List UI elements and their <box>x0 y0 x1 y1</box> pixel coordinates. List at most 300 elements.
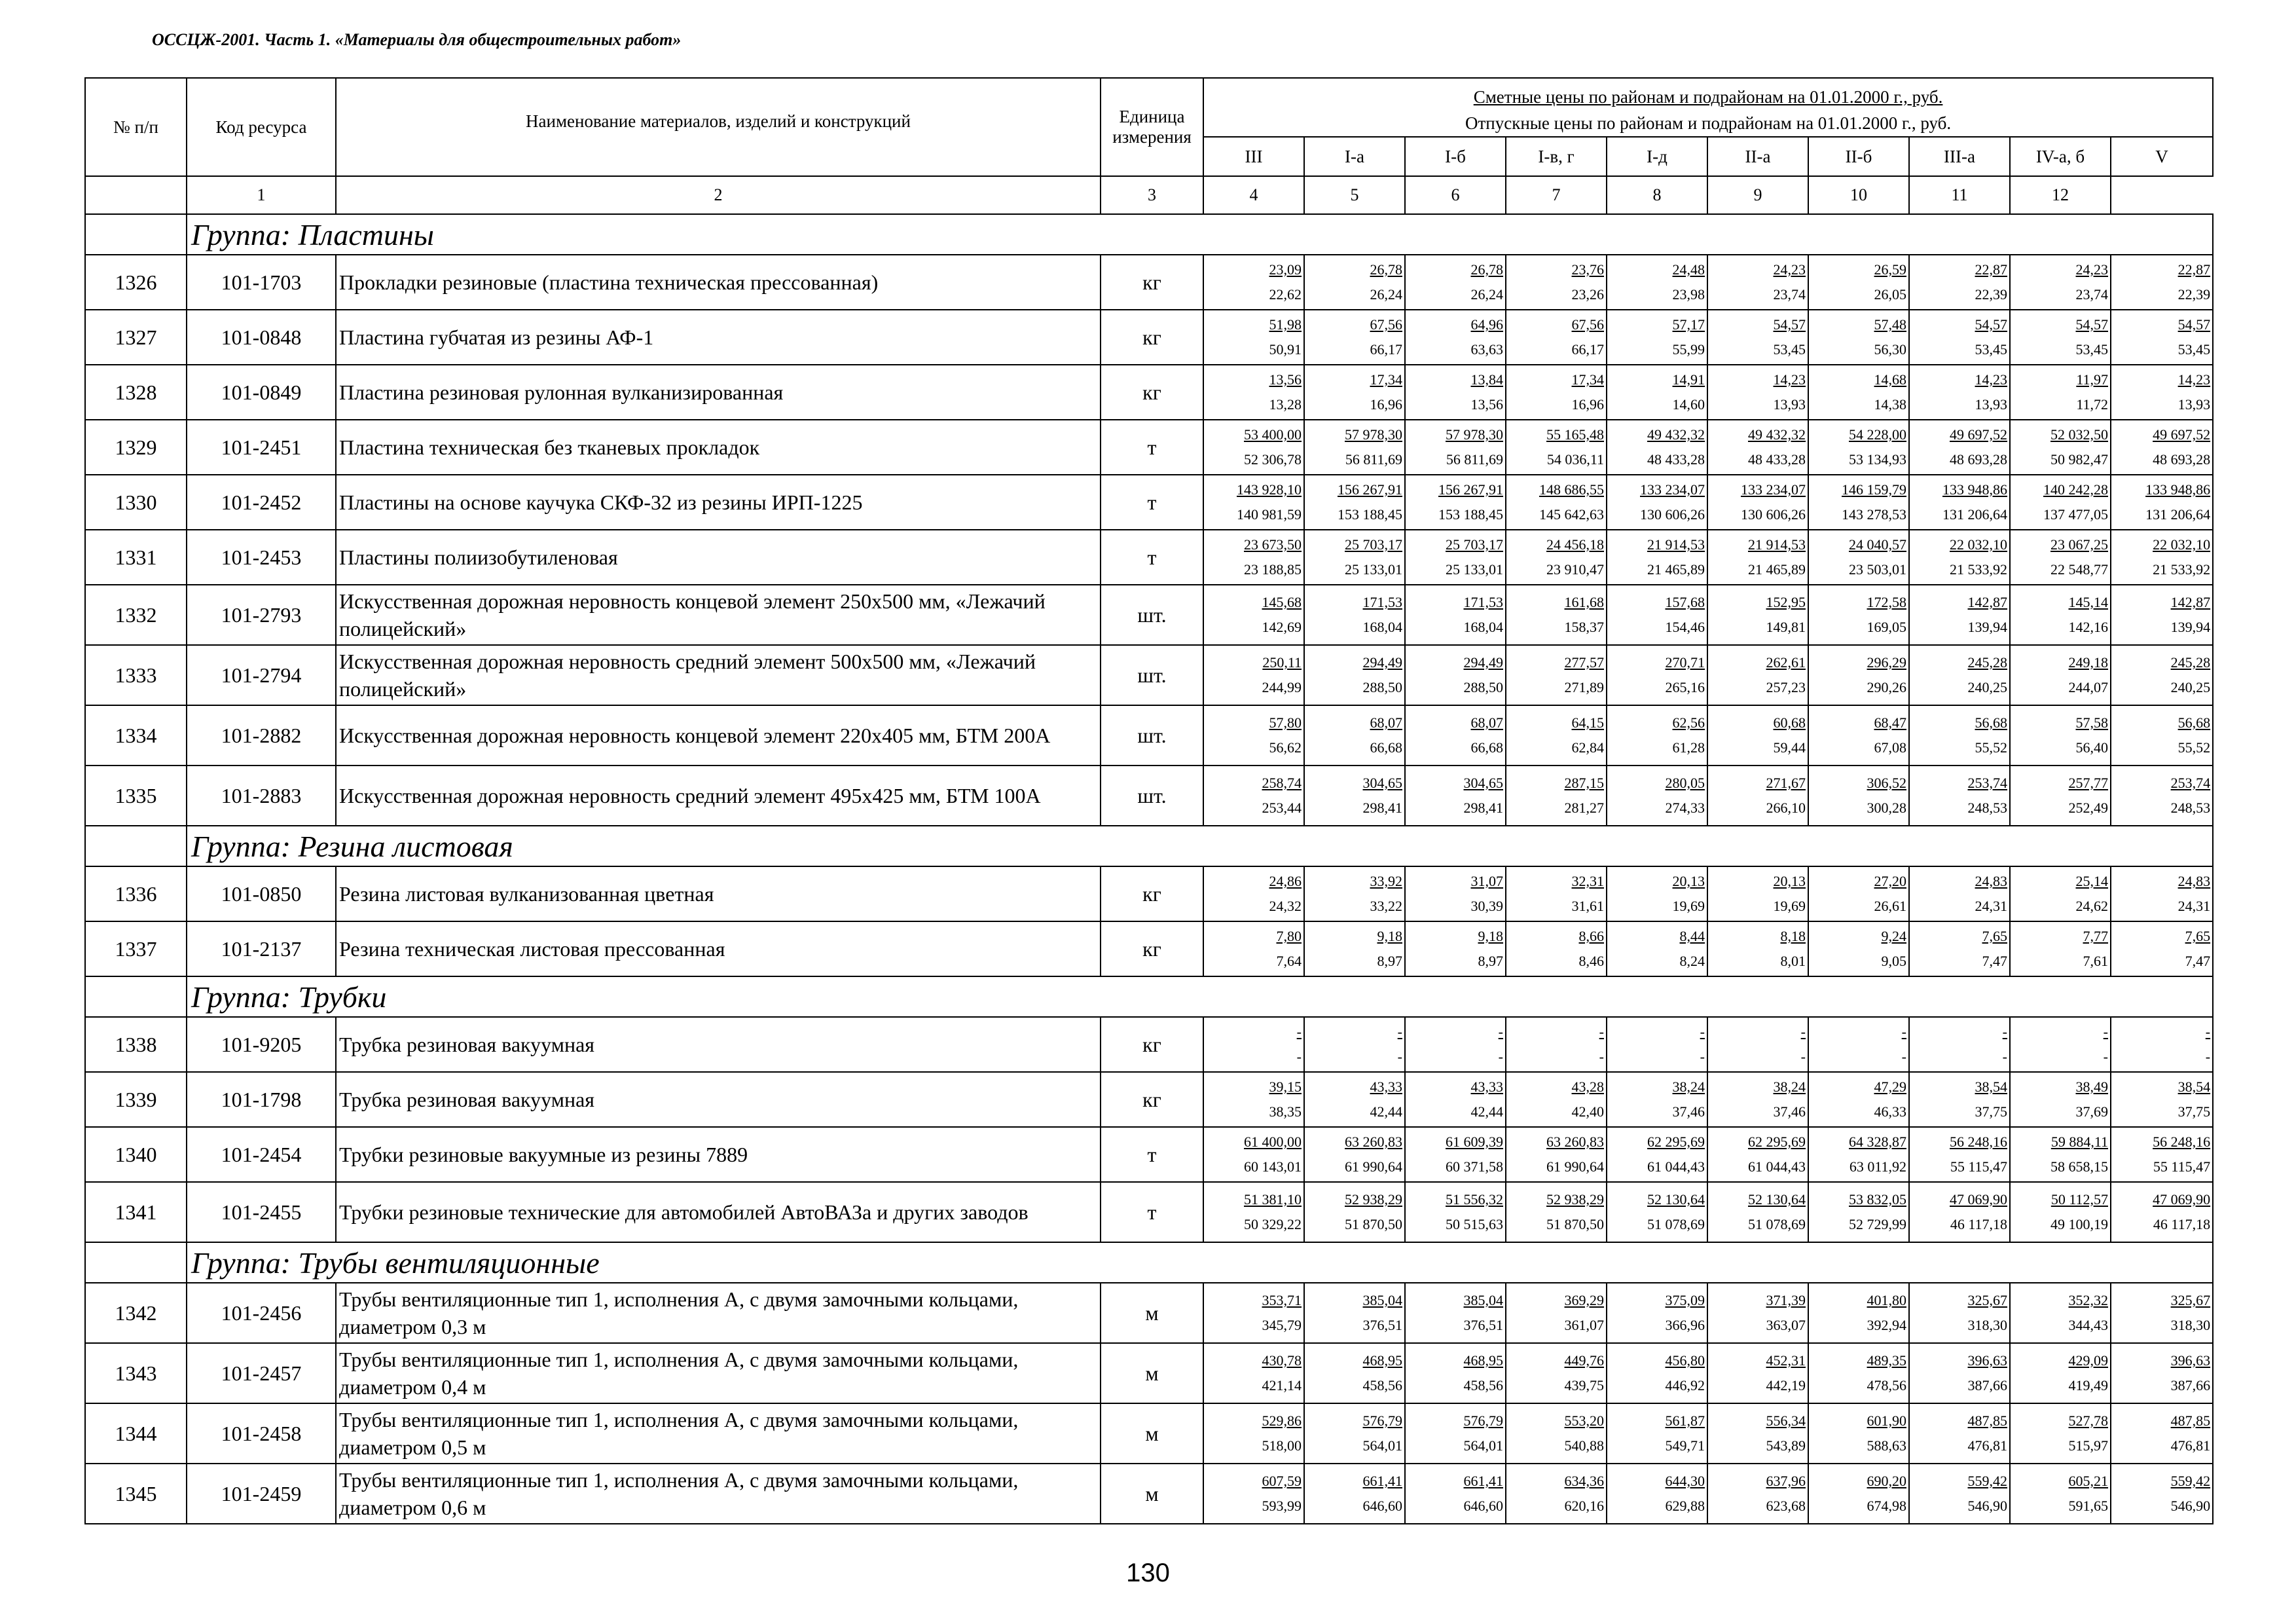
resource-code: 101-2451 <box>187 420 336 475</box>
estimate-price: 245,28 <box>1967 654 2007 671</box>
group-title: Группа: Пластины <box>187 214 2213 255</box>
unit-of-measure: м <box>1101 1464 1203 1524</box>
release-price: 564,01 <box>1463 1437 1503 1454</box>
release-price: 21 533,92 <box>2153 561 2211 578</box>
estimate-price: 156 267,91 <box>1338 481 1402 498</box>
unit-of-measure: шт. <box>1101 766 1203 826</box>
col-header-code: Код ресурса <box>187 78 336 176</box>
price-cell <box>1707 866 1808 921</box>
price-cell <box>1203 1072 1304 1127</box>
price-cell <box>1909 1464 2010 1524</box>
price-cell <box>2010 1343 2111 1403</box>
price-cell <box>1909 921 2010 976</box>
release-price: 19,69 <box>1773 898 1806 914</box>
price-cell <box>2111 365 2213 420</box>
release-price: 564,01 <box>1362 1437 1402 1454</box>
price-cell <box>1203 1017 1304 1072</box>
price-cell <box>1304 705 1405 766</box>
price-cell <box>2111 1403 2213 1464</box>
price-cell <box>2010 1072 2111 1127</box>
estimate-price: - <box>1498 1024 1503 1040</box>
estimate-price: 375,09 <box>1665 1292 1705 1308</box>
release-price: 24,62 <box>2075 898 2108 914</box>
release-price: 300,28 <box>1867 800 1906 816</box>
region-header: I-д <box>1607 137 1707 176</box>
release-price: 24,31 <box>1975 898 2007 914</box>
row-number: 1344 <box>85 1403 187 1464</box>
price-cell <box>2111 645 2213 705</box>
estimate-price: 62 295,69 <box>1647 1134 1705 1150</box>
resource-code: 101-2455 <box>187 1182 336 1242</box>
estimate-price: 396,63 <box>1967 1352 2007 1369</box>
unit-of-measure: шт. <box>1101 705 1203 766</box>
price-cell <box>1707 705 1808 766</box>
group-title: Группа: Резина листовая <box>187 826 2213 866</box>
estimate-price: 56 248,16 <box>2153 1134 2211 1150</box>
release-price: 55 115,47 <box>1950 1158 2007 1175</box>
release-price: - <box>1800 1048 1806 1065</box>
unit-of-measure: м <box>1101 1283 1203 1343</box>
column-number: 9 <box>1707 176 1808 214</box>
release-price: 7,47 <box>2185 953 2211 969</box>
price-cell <box>1304 866 1405 921</box>
material-name: Трубки резиновые технические для автомобилей АвтоВАЗа и других заводов <box>336 1182 1101 1242</box>
table-row <box>85 1464 2213 1524</box>
row-number: 1341 <box>85 1182 187 1242</box>
estimate-price: 14,68 <box>1874 371 1906 388</box>
price-cell <box>1808 585 1909 645</box>
price-cell <box>1607 645 1707 705</box>
price-cell <box>1203 1127 1304 1182</box>
resource-code: 101-2459 <box>187 1464 336 1524</box>
estimate-price: 62 295,69 <box>1748 1134 1806 1150</box>
col-header-prices <box>1203 78 2213 137</box>
estimate-price: 7,80 <box>1276 928 1302 944</box>
row-number: 1340 <box>85 1127 187 1182</box>
release-price: 60 143,01 <box>1244 1158 1302 1175</box>
estimate-price: 133 234,07 <box>1741 481 1806 498</box>
release-price: 620,16 <box>1564 1498 1604 1514</box>
price-cell <box>1506 1127 1607 1182</box>
estimate-price: 23 067,25 <box>2050 536 2108 553</box>
table-row <box>85 1182 2213 1242</box>
release-price: 52 729,99 <box>1849 1216 1906 1232</box>
price-cell <box>1405 1017 1506 1072</box>
unit-of-measure: т <box>1101 420 1203 475</box>
release-price: 48 693,28 <box>2153 451 2211 468</box>
group-row <box>85 826 2213 866</box>
price-cell <box>1707 365 1808 420</box>
material-name: Пластина техническая без тканевых прокладок <box>336 420 1101 475</box>
estimate-price: 23,76 <box>1571 261 1604 278</box>
price-cell <box>1203 310 1304 365</box>
estimate-price: 21 914,53 <box>1748 536 1806 553</box>
release-price: 37,69 <box>2075 1103 2108 1120</box>
release-price: 30,39 <box>1470 898 1503 914</box>
estimate-price: 55 165,48 <box>1546 426 1604 443</box>
estimate-price: 51 556,32 <box>1446 1191 1503 1208</box>
estimate-price: 51 381,10 <box>1244 1191 1302 1208</box>
estimate-price: 9,24 <box>1881 928 1906 944</box>
release-price: 518,00 <box>1262 1437 1302 1454</box>
release-price: 23,74 <box>1773 286 1806 303</box>
estimate-price: 148 686,55 <box>1539 481 1604 498</box>
estimate-price: 20,13 <box>1672 873 1705 889</box>
price-cell <box>1506 766 1607 826</box>
price-cell <box>1304 766 1405 826</box>
estimate-price: 556,34 <box>1766 1412 1806 1429</box>
row-number: 1339 <box>85 1072 187 1127</box>
release-price: 33,22 <box>1370 898 1402 914</box>
price-cell <box>1808 921 1909 976</box>
release-price: 21 465,89 <box>1647 561 1705 578</box>
estimate-price: 576,79 <box>1463 1412 1503 1429</box>
release-price: 58 658,15 <box>2050 1158 2108 1175</box>
estimate-price: 49 432,32 <box>1748 426 1806 443</box>
estimate-price: 14,91 <box>1672 371 1705 388</box>
estimate-price: 23 673,50 <box>1244 536 1302 553</box>
estimate-price: 53 832,05 <box>1849 1191 1906 1208</box>
column-number: 5 <box>1304 176 1405 214</box>
material-name: Резина листовая вулканизованная цветная <box>336 866 1101 921</box>
release-price: 19,69 <box>1672 898 1705 914</box>
estimate-price: 9,18 <box>1478 928 1503 944</box>
estimate-price: 67,56 <box>1370 316 1402 333</box>
price-cell <box>1506 921 1607 976</box>
estimate-price: 52 032,50 <box>2050 426 2108 443</box>
price-cell <box>1909 1072 2010 1127</box>
price-cell <box>1707 1283 1808 1343</box>
price-cell <box>1808 1464 1909 1524</box>
estimate-price: 559,42 <box>1967 1473 2007 1489</box>
release-price: 139,94 <box>2170 619 2211 635</box>
estimate-price: 17,34 <box>1571 371 1604 388</box>
estimate-price: 529,86 <box>1262 1412 1302 1429</box>
price-cell <box>1707 420 1808 475</box>
estimate-price: 161,68 <box>1564 594 1604 610</box>
price-cell <box>1203 365 1304 420</box>
estimate-price: 21 914,53 <box>1647 536 1705 553</box>
estimate-price: 156 267,91 <box>1438 481 1503 498</box>
release-price: - <box>2002 1048 2007 1065</box>
estimate-price: 143 928,10 <box>1237 481 1302 498</box>
price-cell <box>1304 921 1405 976</box>
estimate-price: 68,07 <box>1370 714 1402 731</box>
price-cell <box>2010 1403 2111 1464</box>
estimate-price: 62,56 <box>1672 714 1705 731</box>
release-price: 22,39 <box>2178 286 2211 303</box>
unit-of-measure: т <box>1101 530 1203 585</box>
release-price: 158,37 <box>1564 619 1604 635</box>
estimate-price: 60,68 <box>1773 714 1806 731</box>
price-cell <box>2111 1127 2213 1182</box>
price-cell <box>1607 585 1707 645</box>
row-number: 1334 <box>85 705 187 766</box>
price-cell <box>2010 1017 2111 1072</box>
price-cell <box>1506 645 1607 705</box>
estimate-price: 26,78 <box>1370 261 1402 278</box>
price-cell <box>1707 1403 1808 1464</box>
resource-code: 101-2794 <box>187 645 336 705</box>
release-price: 22 548,77 <box>2050 561 2108 578</box>
price-cell <box>1304 530 1405 585</box>
table-row <box>85 1403 2213 1464</box>
release-price: 288,50 <box>1362 679 1402 695</box>
region-header: II-а <box>1707 137 1808 176</box>
price-cell <box>1707 585 1808 645</box>
release-price: 16,96 <box>1370 396 1402 413</box>
estimate-price: 9,18 <box>1377 928 1402 944</box>
price-cell <box>2111 766 2213 826</box>
release-price: 288,50 <box>1463 679 1503 695</box>
estimate-price: 7,65 <box>1982 928 2007 944</box>
price-cell <box>1808 866 1909 921</box>
release-price: 298,41 <box>1362 800 1402 816</box>
column-number: 2 <box>336 176 1101 214</box>
release-price: 629,88 <box>1665 1498 1705 1514</box>
price-cell <box>1506 1464 1607 1524</box>
price-cell <box>1607 1283 1707 1343</box>
price-cell <box>1607 766 1707 826</box>
release-price: 248,53 <box>2170 800 2211 816</box>
price-cell <box>1707 475 1808 530</box>
release-price: 363,07 <box>1766 1317 1806 1333</box>
estimate-price: 250,11 <box>1262 654 1302 671</box>
release-price: 21 533,92 <box>1950 561 2007 578</box>
row-number: 1329 <box>85 420 187 475</box>
material-name: Трубы вентиляционные тип 1, исполнения А, с двумя замочными кольцами, диаметром 0,6 м <box>336 1464 1101 1524</box>
price-cell <box>1405 475 1506 530</box>
price-cell <box>1909 1403 2010 1464</box>
release-price: 23 188,85 <box>1244 561 1302 578</box>
release-price: 387,66 <box>2170 1377 2211 1393</box>
release-price: 66,17 <box>1571 341 1604 358</box>
estimate-price: - <box>1397 1024 1402 1040</box>
estimate-price: 258,74 <box>1262 775 1302 791</box>
price-cell <box>2111 255 2213 310</box>
release-price: 361,07 <box>1564 1317 1604 1333</box>
price-cell <box>1304 1403 1405 1464</box>
estimate-price: - <box>1901 1024 1906 1040</box>
estimate-price: 429,09 <box>2068 1352 2108 1369</box>
price-cell <box>1607 1343 1707 1403</box>
price-cell <box>1607 921 1707 976</box>
material-name: Пластины на основе каучука СКФ-32 из резины ИРП-1225 <box>336 475 1101 530</box>
estimate-price: 171,53 <box>1463 594 1503 610</box>
row-number: 1328 <box>85 365 187 420</box>
release-price: 8,97 <box>1377 953 1402 969</box>
release-price: 66,68 <box>1470 739 1503 756</box>
estimate-price: 22,87 <box>2178 261 2211 278</box>
price-cell <box>1506 585 1607 645</box>
release-price: 131 206,64 <box>2145 506 2211 523</box>
release-price: 392,94 <box>1867 1317 1906 1333</box>
release-price: 318,30 <box>2170 1317 2211 1333</box>
release-price: 61 990,64 <box>1546 1158 1604 1175</box>
price-cell <box>1405 365 1506 420</box>
prices-title-release: Отпускные цены по районам и подрайонам на 01.01.2000 г., руб. <box>1465 113 1952 133</box>
estimate-price: 449,76 <box>1564 1352 1604 1369</box>
price-cell <box>1808 475 1909 530</box>
estimate-price: 401,80 <box>1867 1292 1906 1308</box>
estimate-price: 152,95 <box>1766 594 1806 610</box>
release-price: 23,26 <box>1571 286 1604 303</box>
group-row <box>85 214 2213 255</box>
release-price: 130 606,26 <box>1640 506 1705 523</box>
price-cell <box>2111 1343 2213 1403</box>
release-price: 376,51 <box>1362 1317 1402 1333</box>
estimate-price: 38,54 <box>2178 1079 2211 1095</box>
release-price: 543,89 <box>1766 1437 1806 1454</box>
price-cell <box>2010 585 2111 645</box>
release-price: 37,46 <box>1773 1103 1806 1120</box>
unit-of-measure: кг <box>1101 310 1203 365</box>
estimate-price: 325,67 <box>2170 1292 2211 1308</box>
price-cell <box>1304 1283 1405 1343</box>
resource-code: 101-1703 <box>187 255 336 310</box>
release-price: 22,39 <box>1975 286 2007 303</box>
row-number: 1336 <box>85 866 187 921</box>
estimate-price: 690,20 <box>1867 1473 1906 1489</box>
price-cell <box>1607 365 1707 420</box>
estimate-price: 64 328,87 <box>1849 1134 1906 1150</box>
estimate-price: 270,71 <box>1665 654 1705 671</box>
release-price: 56,62 <box>1269 739 1302 756</box>
estimate-price: 47,29 <box>1874 1079 1906 1095</box>
price-cell <box>2111 921 2213 976</box>
estimate-price: 50 112,57 <box>2050 1191 2108 1208</box>
release-price: 46 117,18 <box>2153 1216 2211 1232</box>
estimate-price: 262,61 <box>1766 654 1806 671</box>
col-header-name: Наименование материалов, изделий и конструкций <box>336 78 1101 176</box>
price-cell <box>1909 310 2010 365</box>
price-cell <box>1607 866 1707 921</box>
estimate-price: 68,07 <box>1470 714 1503 731</box>
price-cell <box>2111 1017 2213 1072</box>
release-price: 9,05 <box>1881 953 1906 969</box>
row-number: 1333 <box>85 645 187 705</box>
release-price: 142,69 <box>1262 619 1302 635</box>
column-number: 4 <box>1203 176 1304 214</box>
release-price: 387,66 <box>1967 1377 2007 1393</box>
price-cell <box>2111 530 2213 585</box>
estimate-price: 64,96 <box>1470 316 1503 333</box>
estimate-price: 63 260,83 <box>1345 1134 1402 1150</box>
price-cell <box>2111 585 2213 645</box>
group-spacer <box>85 214 187 255</box>
price-cell <box>2010 530 2111 585</box>
estimate-price: 57 978,30 <box>1446 426 1503 443</box>
price-cell <box>1707 921 1808 976</box>
release-price: 13,93 <box>2178 396 2211 413</box>
price-cell <box>1304 475 1405 530</box>
price-cell <box>1808 1283 1909 1343</box>
estimate-price: 280,05 <box>1665 775 1705 791</box>
price-cell <box>1707 1182 1808 1242</box>
release-price: 14,60 <box>1672 396 1705 413</box>
estimate-price: 52 130,64 <box>1748 1191 1806 1208</box>
price-cell <box>1203 585 1304 645</box>
price-cell <box>2111 1464 2213 1524</box>
estimate-price: 59 884,11 <box>2050 1134 2108 1150</box>
price-cell <box>1607 475 1707 530</box>
estimate-price: 38,24 <box>1672 1079 1705 1095</box>
column-number: 10 <box>1808 176 1909 214</box>
price-cell <box>1909 705 2010 766</box>
release-price: 149,81 <box>1766 619 1806 635</box>
release-price: 137 477,05 <box>2043 506 2108 523</box>
release-price: 37,46 <box>1672 1103 1705 1120</box>
release-price: 13,93 <box>1773 396 1806 413</box>
estimate-price: 171,53 <box>1362 594 1402 610</box>
price-cell <box>1304 1127 1405 1182</box>
release-price: 42,44 <box>1370 1103 1402 1120</box>
resource-code: 101-2883 <box>187 766 336 826</box>
price-cell <box>1304 1182 1405 1242</box>
price-cell <box>1203 420 1304 475</box>
price-cell <box>1304 255 1405 310</box>
release-price: 7,61 <box>2083 953 2108 969</box>
release-price: 623,68 <box>1766 1498 1806 1514</box>
price-cell <box>1405 1283 1506 1343</box>
material-name: Трубка резиновая вакуумная <box>336 1072 1101 1127</box>
region-header: III-а <box>1909 137 2010 176</box>
estimate-price: 294,49 <box>1362 654 1402 671</box>
release-price: 22,62 <box>1269 286 1302 303</box>
estimate-price: - <box>1296 1024 1302 1040</box>
price-cell <box>1304 365 1405 420</box>
estimate-price: 24 040,57 <box>1849 536 1906 553</box>
price-cell <box>2010 365 2111 420</box>
price-cell <box>1707 1127 1808 1182</box>
release-price: 53,45 <box>1773 341 1806 358</box>
release-price: 646,60 <box>1362 1498 1402 1514</box>
estimate-price: 257,77 <box>2068 775 2108 791</box>
estimate-price: 32,31 <box>1571 873 1604 889</box>
price-cell <box>1203 1403 1304 1464</box>
unit-of-measure: шт. <box>1101 645 1203 705</box>
estimate-price: 49 697,52 <box>2153 426 2211 443</box>
estimate-price: 601,90 <box>1867 1412 1906 1429</box>
estimate-price: 43,33 <box>1470 1079 1503 1095</box>
price-cell <box>1707 1464 1808 1524</box>
release-price: 139,94 <box>1967 619 2007 635</box>
release-price: 38,35 <box>1269 1103 1302 1120</box>
release-price: 345,79 <box>1262 1317 1302 1333</box>
estimate-price: 57,48 <box>1874 316 1906 333</box>
estimate-price: 61 609,39 <box>1446 1134 1503 1150</box>
estimate-price: 56 248,16 <box>1950 1134 2007 1150</box>
estimate-price: 63 260,83 <box>1546 1134 1604 1150</box>
release-price: 66,17 <box>1370 341 1402 358</box>
resource-code: 101-2454 <box>187 1127 336 1182</box>
release-price: 7,64 <box>1276 953 1302 969</box>
price-cell <box>1203 866 1304 921</box>
release-price: 53,45 <box>2178 341 2211 358</box>
price-cell <box>1707 1017 1808 1072</box>
release-price: 61 990,64 <box>1345 1158 1402 1175</box>
release-price: 546,90 <box>2170 1498 2211 1514</box>
release-price: 674,98 <box>1867 1498 1906 1514</box>
price-cell <box>1304 1072 1405 1127</box>
row-number: 1332 <box>85 585 187 645</box>
estimate-price: 67,56 <box>1571 316 1604 333</box>
estimate-price: 369,29 <box>1564 1292 1604 1308</box>
release-price: 54 036,11 <box>1546 451 1604 468</box>
release-price: 376,51 <box>1463 1317 1503 1333</box>
region-header: I-в, г <box>1506 137 1607 176</box>
price-cell <box>1203 1182 1304 1242</box>
